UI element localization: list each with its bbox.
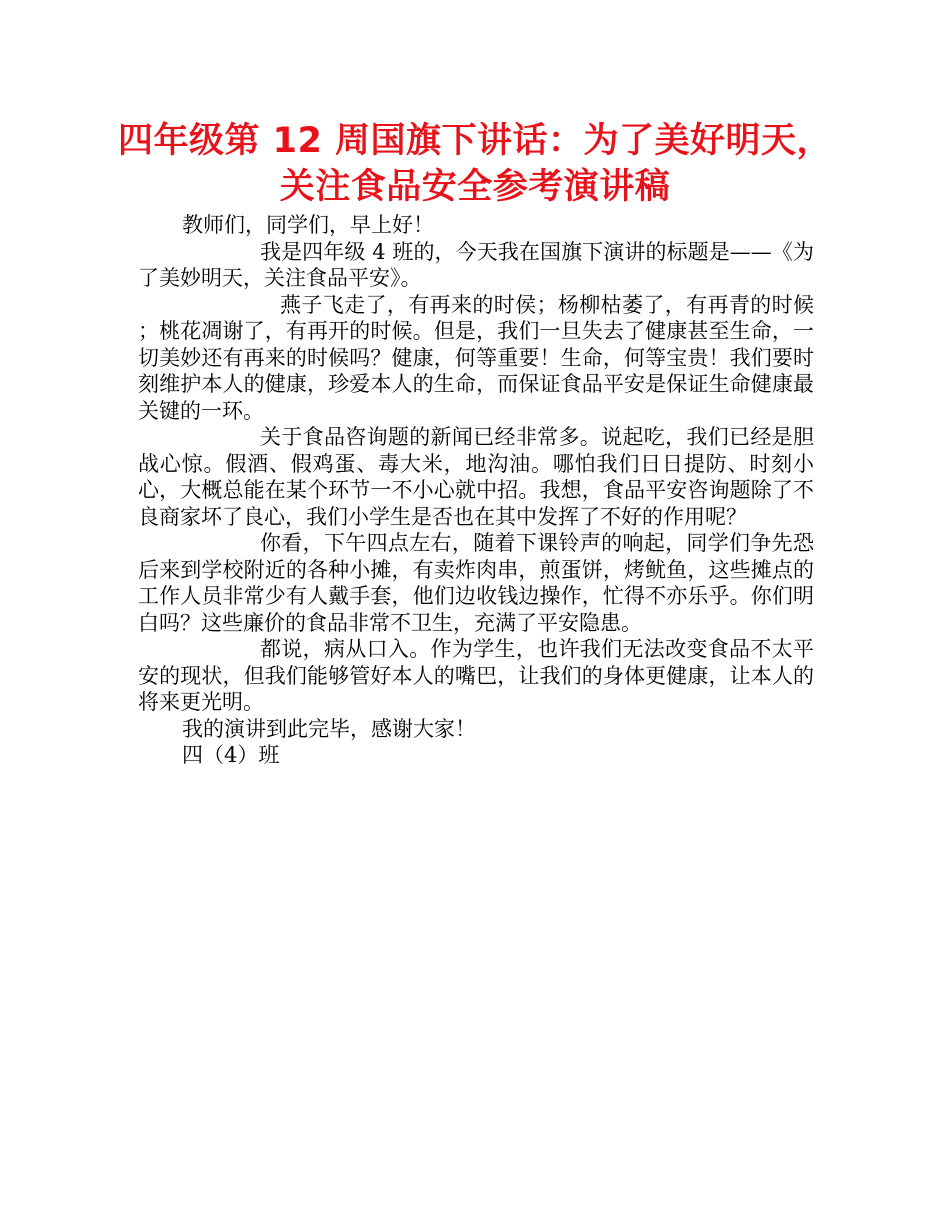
signature-class: 四（4）班 — [182, 743, 280, 767]
intro-paragraph: 我是四年级 4 班的，今天我在国旗下演讲的标题是——《为了美妙明天，关注食品平安》。 — [138, 239, 814, 290]
greeting-paragraph: 教师们，同学们，早上好！ — [182, 213, 434, 237]
street-food-paragraph: 你看，下午四点左右，随着下课铃声的响起，同学们争先恐后来到学校附近的各种小摊，有卖炸肉串，煎蛋饼，烤鱿鱼，这些摊点的工作人员非常少有人戴手套，他们边收钱边操作，忙得不亦乐乎。你们明白吗？这些廉价的食品非常不卫生，充满了平安隐患。 — [138, 531, 814, 635]
conclusion-paragraph: 都说，病从口入。作为学生，也许我们无法改变食品不太平安的现状，但我们能够管好本人的嘴巴，让我们的身体更健康，让本人的将来更光明。 — [138, 637, 814, 714]
document-title — [100, 118, 850, 210]
news-paragraph: 关于食品咨询题的新闻已经非常多。说起吃，我们已经是胆战心惊。假酒、假鸡蛋、毒大米，地沟油。哪怕我们日日提防、时刻小心，大概总能在某个环节一不小心就中招。我想，食品平安咨询题除了不良商家坏了良心，我们小学生是否也在其中发挥了不好的作用呢？ — [138, 425, 814, 529]
title-line-1: 四年级第 12 周国旗下讲话：为了美好明天， — [117, 121, 833, 161]
title-line-2: 关注食品安全参考演讲稿 — [279, 167, 671, 207]
speech-body — [138, 212, 814, 769]
health-paragraph: 燕子飞走了，有再来的时侯；杨柳枯萎了，有再青的时候 ；桃花凋谢了，有再开的时候。但是，我们一旦失去了健康甚至生命，一切美妙还有再来的时候吗？健康，何等重要！生命，何等宝贵！我们要时刻维护本人的健康，珍爱本人的生命，而保证食品平安是保证生命健康最关键的一环。 — [138, 292, 814, 423]
closing-paragraph: 我的演讲到此完毕，感谢大家！ — [182, 716, 476, 741]
